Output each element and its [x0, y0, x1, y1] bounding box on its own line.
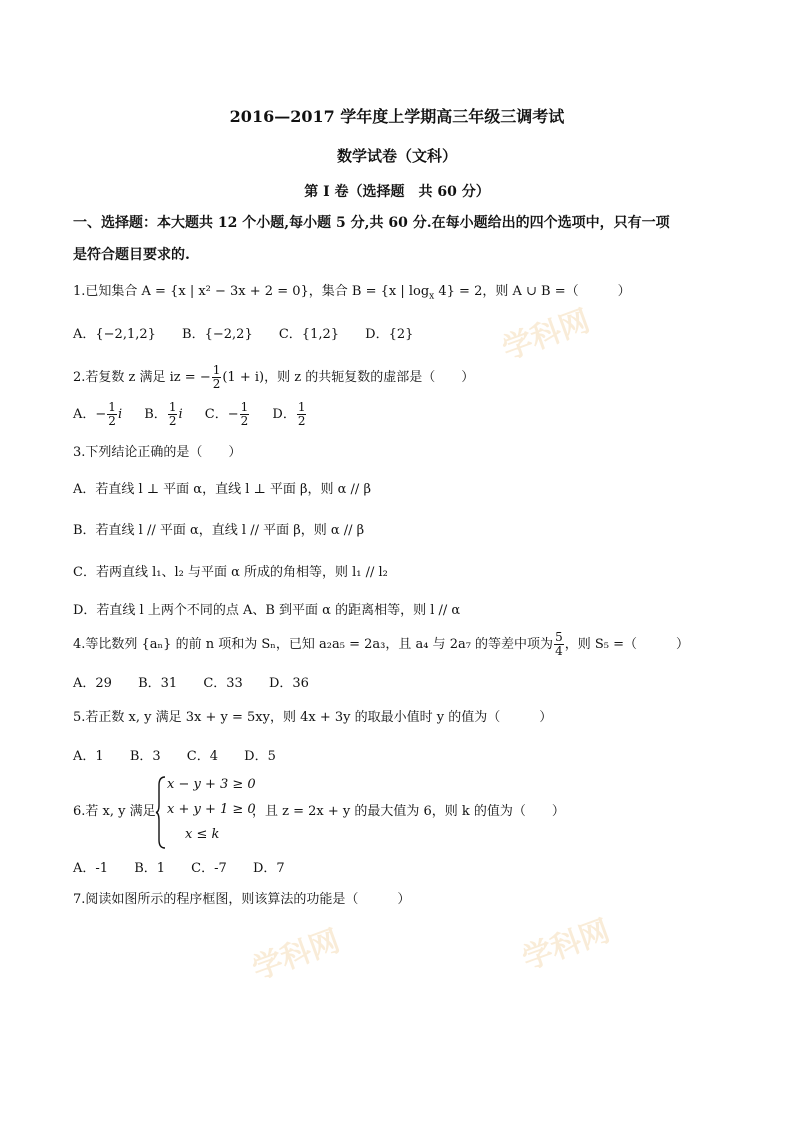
fraction-numerator: 1: [212, 363, 221, 377]
fraction: [168, 401, 178, 428]
fraction: [297, 401, 307, 428]
section-instructions: 一、选择题：本大题共 12 个小题,每小题 5 分,共 60 分.在每小题给出的四个选项中，只有一项: [73, 215, 670, 231]
question-2: [73, 364, 474, 392]
option-c: C．-7: [191, 861, 227, 876]
fraction-numerator: 1: [168, 400, 177, 414]
question-6-prefix: 6.若 x, y 满足: [73, 804, 156, 819]
fraction: [212, 364, 222, 391]
fraction-denominator: 2: [168, 414, 177, 428]
fraction-denominator: 2: [212, 377, 221, 391]
option-d: D．5: [244, 749, 276, 764]
watermark-text: 学科网: [497, 303, 595, 368]
question-3-option-d: D．若直线 l 上两个不同的点 A、B 到平面 α 的距离相等，则 l // α: [73, 603, 461, 618]
option-b: B．31: [138, 676, 178, 691]
option-b: B．{−2,2}: [182, 327, 253, 342]
question-2-text-end: (1 + i)，则 z 的共轭复数的虚部是（ ）: [222, 370, 475, 385]
exam-title: 2016—2017 学年度上学期高三年级三调考试: [229, 107, 565, 126]
question-1-text: 1.已知集合 A = {x | x² − 3x + 2 = 0}，集合 B = {x | log: [73, 284, 430, 299]
watermark: [517, 913, 615, 978]
option-d: D．36: [268, 676, 309, 691]
option-c: C．{1,2}: [278, 327, 340, 342]
option-d: [272, 400, 307, 430]
fraction-denominator: 2: [240, 414, 249, 428]
question-2-text: 2.若复数 z 满足 iz = −: [73, 370, 211, 385]
option-sign: −: [95, 407, 107, 422]
option-b: [144, 400, 182, 430]
part-heading: 第 I 卷（选择题 共 60 分）: [304, 184, 490, 200]
log-base: x: [429, 291, 435, 302]
watermark: [247, 923, 345, 988]
question-3-option-a: A．若直线 l ⊥ 平面 α，直线 l ⊥ 平面 β，则 α // β: [73, 482, 371, 497]
question-5: 5.若正数 x, y 满足 3x + y = 5xy，则 4x + 3y 的取最小值时 y 的值为（ ）: [73, 710, 553, 725]
question-4-text-end: ，则 S₅ =（ ）: [564, 637, 689, 652]
option-letter: A．: [73, 407, 96, 422]
option-letter: C．: [204, 407, 228, 422]
question-7: 7.阅读如图所示的程序框图，则该算法的功能是（ ）: [73, 892, 411, 907]
fraction: [554, 631, 564, 658]
fraction-numerator: 1: [108, 400, 116, 414]
question-4-options: [73, 675, 331, 693]
fraction-numerator: 1: [240, 400, 249, 414]
question-4-text: 4.等比数列 {aₙ} 的前 n 项和为 Sₙ，已知 a₂a₅ = 2a₃，且 a₄ 与 2a₇ 的等差中项为: [73, 637, 554, 652]
question-1-text-end: 4} = 2，则 A ∪ B =（ ）: [434, 284, 631, 299]
inequality-1: x − y + 3 ≥ 0: [167, 777, 256, 792]
option-letter: B．: [144, 407, 167, 422]
inequality-3: x ≤ k: [185, 827, 220, 842]
watermark-text: 学科网: [517, 913, 615, 978]
left-brace-icon: [155, 775, 167, 850]
question-6-text: ，且 z = 2x + y 的最大值为 6，则 k 的值为（ ）: [252, 804, 565, 819]
fraction-denominator: 2: [297, 414, 306, 428]
option-a: A．{−2,1,2}: [73, 327, 156, 342]
imaginary-unit: i: [178, 407, 183, 422]
fraction-numerator: 1: [297, 400, 306, 414]
option-letter: D．: [272, 407, 296, 422]
fraction: [240, 401, 250, 428]
question-2-options: [73, 400, 307, 430]
option-c: C．33: [203, 676, 243, 691]
watermark-text: 学科网: [247, 923, 345, 988]
option-d: D．{2}: [365, 327, 414, 342]
inequality-2: x + y + 1 ≥ 0: [167, 802, 256, 817]
option-a: A．29: [73, 676, 112, 691]
question-1-options: [73, 326, 435, 344]
option-sign: −: [227, 407, 239, 422]
question-6-options: [73, 860, 307, 878]
question-4: [73, 631, 689, 659]
option-c: [205, 400, 251, 430]
fraction-denominator: 4: [555, 644, 563, 658]
question-3-option-c: C．若两直线 l₁、l₂ 与平面 α 所成的角相等，则 l₁ // l₂: [73, 565, 388, 580]
fraction-numerator: 5: [555, 630, 563, 644]
fraction-denominator: 2: [108, 414, 116, 428]
option-a: [73, 400, 122, 430]
option-a: A．1: [73, 749, 104, 764]
fraction: [107, 401, 117, 428]
watermark: [497, 303, 595, 368]
option-d: D．7: [252, 861, 285, 876]
question-5-options: [73, 748, 298, 766]
imaginary-unit: i: [117, 407, 123, 422]
exam-subtitle: 数学试卷（文科）: [336, 147, 457, 165]
question-3: 3.下列结论正确的是（ ）: [73, 445, 242, 460]
section-instructions-cont: 是符合题目要求的.: [73, 247, 190, 263]
option-b: B．3: [129, 749, 161, 764]
option-b: B．1: [134, 861, 166, 876]
question-3-option-b: B．若直线 l // 平面 α，直线 l // 平面 β，则 α // β: [73, 523, 365, 538]
option-a: A．-1: [73, 861, 109, 876]
option-c: C．4: [186, 749, 218, 764]
question-1: [73, 283, 631, 306]
